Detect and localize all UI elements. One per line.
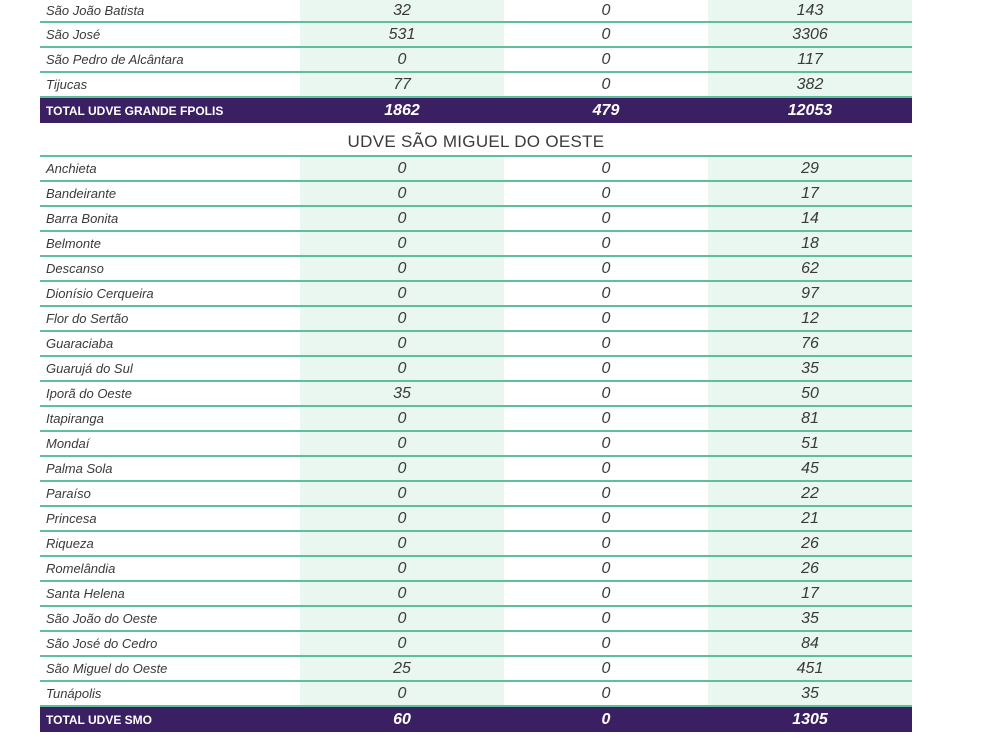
row-value-1: 0 xyxy=(300,232,504,255)
row-name: Flor do Sertão xyxy=(46,311,129,326)
row-value-2: 0 xyxy=(601,384,611,402)
table-row xyxy=(40,232,912,257)
row-name: Mondaí xyxy=(46,436,90,451)
row-value-3: 14 xyxy=(708,207,912,230)
row-value-2: 0 xyxy=(601,184,611,202)
row-value-3: 35 xyxy=(708,682,912,705)
row-name: Dionísio Cerqueira xyxy=(46,286,154,301)
row-value-3: 117 xyxy=(708,48,912,71)
table-row xyxy=(40,482,912,507)
table-row xyxy=(40,282,912,307)
table-row xyxy=(40,332,912,357)
row-value-2: 0 xyxy=(601,209,611,227)
row-value-1: 0 xyxy=(300,557,504,580)
row-value-3: 51 xyxy=(708,432,912,455)
row-value-2: 0 xyxy=(601,1,611,19)
row-value-3: 382 xyxy=(708,73,912,96)
row-value-2: 0 xyxy=(601,284,611,302)
total-value-3: 12053 xyxy=(787,101,833,119)
row-value-2: 0 xyxy=(601,234,611,252)
table-row xyxy=(40,607,912,632)
row-value-3: 45 xyxy=(708,457,912,480)
row-value-3: 81 xyxy=(708,407,912,430)
total-value-2: 479 xyxy=(592,101,620,119)
row-value-1: 0 xyxy=(300,482,504,505)
row-value-2: 0 xyxy=(601,609,611,627)
smo-rows-group xyxy=(40,157,912,707)
row-name: São João do Oeste xyxy=(46,611,158,626)
table-row xyxy=(40,23,912,48)
table-row xyxy=(40,48,912,73)
row-value-2: 0 xyxy=(601,75,611,93)
row-value-1: 0 xyxy=(300,682,504,705)
table-row xyxy=(40,632,912,657)
row-value-2: 0 xyxy=(601,684,611,702)
table-row xyxy=(40,73,912,98)
table-row xyxy=(40,357,912,382)
table-row xyxy=(40,407,912,432)
row-value-1: 0 xyxy=(300,582,504,605)
table-row xyxy=(40,382,912,407)
row-value-3: 18 xyxy=(708,232,912,255)
row-value-1: 0 xyxy=(300,282,504,305)
row-name: São José xyxy=(46,27,101,42)
row-value-1: 0 xyxy=(300,407,504,430)
row-value-3: 62 xyxy=(708,257,912,280)
row-value-2: 0 xyxy=(601,534,611,552)
table-row xyxy=(40,657,912,682)
row-value-2: 0 xyxy=(601,434,611,452)
row-value-2: 0 xyxy=(601,159,611,177)
total-row-smo xyxy=(40,707,912,732)
row-value-1: 0 xyxy=(300,532,504,555)
row-value-2: 0 xyxy=(601,359,611,377)
row-name: Riqueza xyxy=(46,536,94,551)
row-value-3: 12 xyxy=(708,307,912,330)
row-value-3: 26 xyxy=(708,557,912,580)
row-name: Anchieta xyxy=(46,161,97,176)
row-value-1: 531 xyxy=(300,23,504,46)
row-value-3: 29 xyxy=(708,157,912,180)
row-value-3: 97 xyxy=(708,282,912,305)
row-value-2: 0 xyxy=(601,659,611,677)
row-name: Tijucas xyxy=(46,77,88,92)
data-table xyxy=(40,0,912,732)
total-value-1: 1862 xyxy=(384,101,420,119)
row-value-3: 17 xyxy=(708,182,912,205)
row-value-1: 77 xyxy=(300,73,504,96)
row-value-1: 0 xyxy=(300,632,504,655)
row-value-2: 0 xyxy=(601,459,611,477)
row-value-1: 0 xyxy=(300,357,504,380)
total-value-2: 0 xyxy=(601,710,611,728)
row-value-1: 32 xyxy=(300,0,504,21)
row-value-1: 0 xyxy=(300,257,504,280)
row-value-3: 451 xyxy=(708,657,912,680)
row-value-3: 143 xyxy=(708,0,912,21)
row-name: Bandeirante xyxy=(46,186,117,201)
table-row xyxy=(40,557,912,582)
row-name: Guaraciaba xyxy=(46,336,114,351)
row-value-2: 0 xyxy=(601,584,611,602)
row-value-2: 0 xyxy=(601,259,611,277)
row-name: Belmonte xyxy=(46,236,101,251)
row-value-3: 50 xyxy=(708,382,912,405)
row-name: Guarujá do Sul xyxy=(46,361,133,376)
table-row xyxy=(40,582,912,607)
table-row xyxy=(40,257,912,282)
row-value-3: 17 xyxy=(708,582,912,605)
top-rows-group xyxy=(40,0,912,98)
row-value-1: 35 xyxy=(300,382,504,405)
row-value-1: 0 xyxy=(300,207,504,230)
row-name: São Miguel do Oeste xyxy=(46,661,168,676)
row-value-3: 35 xyxy=(708,357,912,380)
total-row-fpolis xyxy=(40,98,912,123)
row-value-2: 0 xyxy=(601,634,611,652)
row-name: Paraíso xyxy=(46,486,91,501)
row-name: Princesa xyxy=(46,511,97,526)
table-row xyxy=(40,0,912,23)
row-name: Descanso xyxy=(46,261,104,276)
row-value-2: 0 xyxy=(601,334,611,352)
row-name: São João Batista xyxy=(46,3,145,18)
row-value-1: 0 xyxy=(300,332,504,355)
total-label: TOTAL UDVE GRANDE FPOLIS xyxy=(46,103,224,118)
row-name: Itapiranga xyxy=(46,411,104,426)
row-value-3: 21 xyxy=(708,507,912,530)
row-value-1: 0 xyxy=(300,507,504,530)
row-value-2: 0 xyxy=(601,559,611,577)
row-name: São José do Cedro xyxy=(46,636,158,651)
row-value-3: 35 xyxy=(708,607,912,630)
row-name: Barra Bonita xyxy=(46,211,119,226)
section-title: UDVE SÃO MIGUEL DO OESTE xyxy=(40,123,912,157)
table-row xyxy=(40,307,912,332)
row-value-1: 0 xyxy=(300,182,504,205)
table-row xyxy=(40,532,912,557)
table-row xyxy=(40,682,912,707)
row-value-1: 0 xyxy=(300,607,504,630)
row-name: São Pedro de Alcântara xyxy=(46,52,184,67)
row-value-1: 0 xyxy=(300,157,504,180)
table-row xyxy=(40,507,912,532)
row-value-1: 0 xyxy=(300,307,504,330)
row-value-2: 0 xyxy=(601,50,611,68)
table-row xyxy=(40,157,912,182)
table-row xyxy=(40,182,912,207)
row-name: Santa Helena xyxy=(46,586,125,601)
row-name: Iporã do Oeste xyxy=(46,386,132,401)
total-value-3: 1305 xyxy=(792,710,828,728)
row-value-2: 0 xyxy=(601,409,611,427)
row-value-3: 76 xyxy=(708,332,912,355)
row-value-3: 22 xyxy=(708,482,912,505)
table-row xyxy=(40,457,912,482)
row-value-2: 0 xyxy=(601,309,611,327)
row-value-3: 3306 xyxy=(708,23,912,46)
row-value-2: 0 xyxy=(601,484,611,502)
row-value-1: 0 xyxy=(300,432,504,455)
total-value-1: 60 xyxy=(393,710,411,728)
row-value-3: 84 xyxy=(708,632,912,655)
row-name: Tunápolis xyxy=(46,686,102,701)
total-label: TOTAL UDVE SMO xyxy=(46,712,153,727)
row-value-3: 26 xyxy=(708,532,912,555)
row-value-2: 0 xyxy=(601,25,611,43)
row-value-2: 0 xyxy=(601,509,611,527)
table-row xyxy=(40,207,912,232)
row-name: Romelândia xyxy=(46,561,116,576)
table-row xyxy=(40,432,912,457)
row-value-1: 0 xyxy=(300,48,504,71)
row-name: Palma Sola xyxy=(46,461,113,476)
row-value-1: 0 xyxy=(300,457,504,480)
row-value-1: 25 xyxy=(300,657,504,680)
